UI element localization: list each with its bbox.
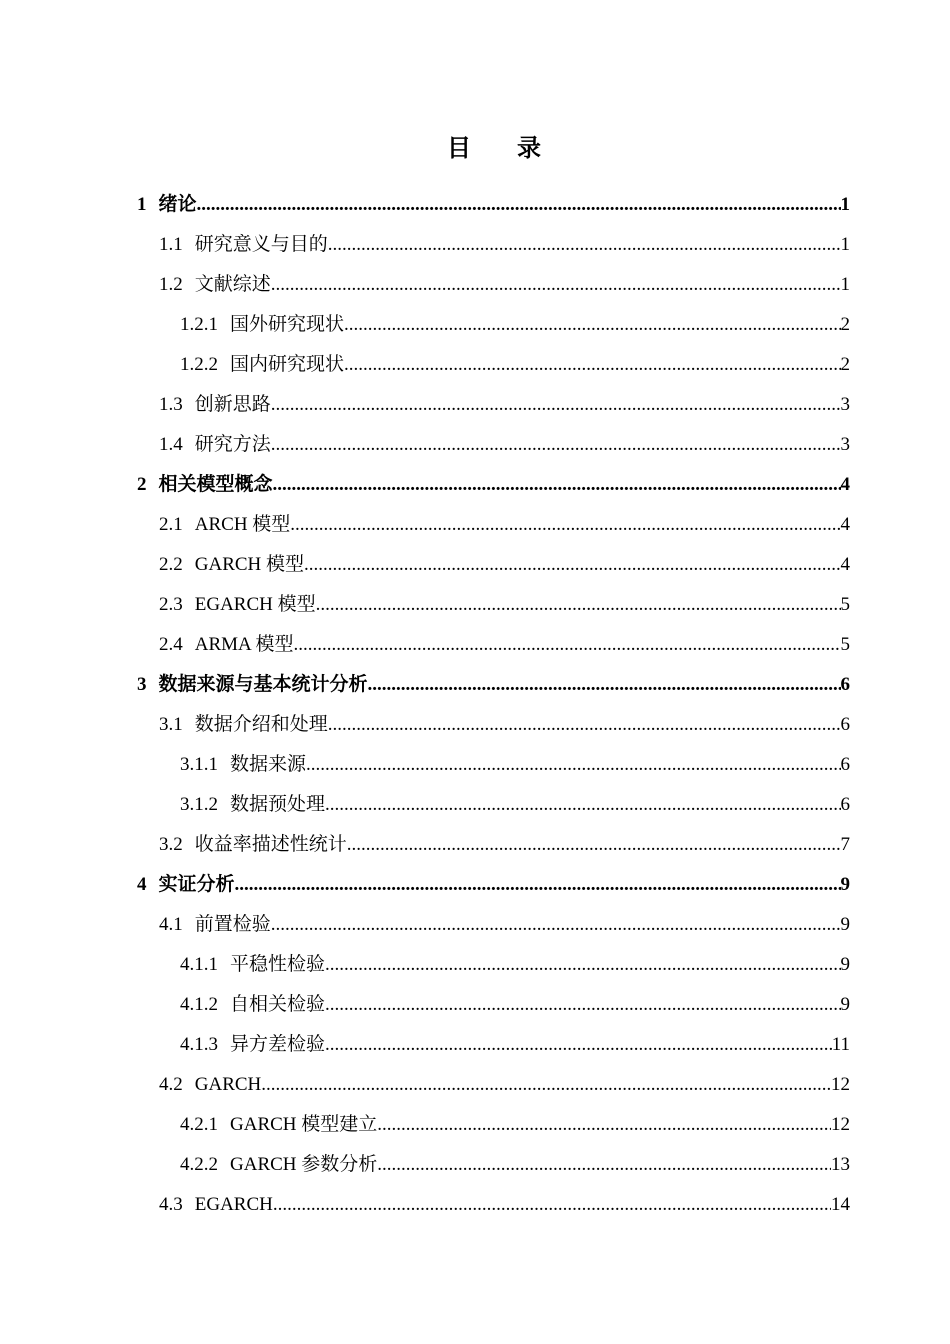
toc-entry-text: 绪论 [158,194,197,215]
toc-entry-number: 4.2.2 [180,1154,218,1175]
toc-entry-page: 12 [831,1074,850,1095]
toc-dot-leader [325,1033,832,1057]
toc-entry-page: 4 [840,514,850,535]
toc-dot-leader [306,753,840,777]
toc-entry-text: 文献综述 [194,274,271,295]
toc-entry-text: 收益率描述性统计 [194,834,347,855]
toc-entry-page: 6 [840,754,850,775]
toc-entry[interactable] [159,425,850,457]
toc-entry-page: 1 [840,194,850,215]
toc-entry[interactable] [180,785,850,817]
toc-entry-number: 1.1 [159,234,183,255]
toc-entry-page: 11 [831,1034,850,1055]
toc-dot-leader [377,1153,831,1177]
toc-entry-text: 国外研究现状 [230,314,345,335]
toc-entry[interactable] [180,1105,850,1137]
toc-entry-page: 5 [840,634,850,655]
toc-entry[interactable] [159,1185,850,1217]
toc-dot-leader [325,993,840,1017]
toc-dot-leader [325,953,840,977]
toc-entry[interactable] [159,705,850,737]
toc-entry-page: 6 [840,794,850,815]
toc-entry-text: 研究方法 [194,434,271,455]
toc-entry[interactable] [180,305,850,337]
toc-entry-number: 4.1.1 [180,954,218,975]
toc-entry-text: GARCH [194,1074,262,1095]
toc-entry-number: 4.3 [159,1194,183,1215]
toc-entry-page: 9 [840,874,850,895]
toc-entry-page: 9 [840,994,850,1015]
toc-dot-leader [261,1073,831,1097]
toc-entry-number: 2.4 [159,634,183,655]
toc-entry-text: EGARCH 模型 [194,594,316,615]
toc-entry-number: 4.1.2 [180,994,218,1015]
toc-entry-number: 1.2.1 [180,314,218,335]
toc-entry[interactable] [159,585,850,617]
toc-entry-text: 相关模型概念 [158,474,273,495]
toc-entry-text: 国内研究现状 [230,354,345,375]
toc-dot-leader [271,273,841,297]
toc-title-left: 目 [447,136,473,162]
toc-entry[interactable] [137,465,850,497]
toc-entry-number: 1 [137,194,147,215]
toc-dot-leader [197,193,841,217]
toc-entry-text: ARMA 模型 [194,634,294,655]
toc-entry-page: 1 [840,274,850,295]
toc-entry-number: 1.3 [159,394,183,415]
toc-entry-number: 2.2 [159,554,183,575]
toc-dot-leader [344,313,840,337]
toc-entry-text: 创新思路 [194,394,271,415]
toc-entry-text: 研究意义与目的 [194,234,328,255]
toc-entry-page: 1 [840,234,850,255]
toc-dot-leader [377,1113,831,1137]
toc-dot-leader [271,393,841,417]
toc-title [0,128,950,163]
toc-entry-number: 2.3 [159,594,183,615]
toc-entry[interactable] [180,1145,850,1177]
toc-dot-leader [273,1193,831,1217]
toc-entry-page: 13 [831,1154,850,1175]
toc-entry-number: 4.1.3 [180,1034,218,1055]
toc-entry-page: 9 [840,954,850,975]
toc-entry[interactable] [159,1065,850,1097]
toc-dot-leader [290,513,840,537]
toc-entry-page: 9 [840,914,850,935]
toc-entry-page: 5 [840,594,850,615]
toc-entry-page: 2 [840,354,850,375]
toc-entry-text: EGARCH [194,1194,273,1215]
toc-entry-page: 6 [840,674,850,695]
toc-entry[interactable] [137,865,850,897]
toc-entry-text: 数据来源 [230,754,307,775]
toc-entry[interactable] [137,665,850,697]
toc-entry-page: 2 [840,314,850,335]
toc-entry-page: 7 [840,834,850,855]
toc-entry-number: 3.1 [159,714,183,735]
toc-entry[interactable] [180,985,850,1017]
toc-entry-number: 2.1 [159,514,183,535]
toc-entry-text: 实证分析 [158,874,235,895]
toc-dot-leader [347,833,841,857]
toc-entry-text: 数据介绍和处理 [194,714,328,735]
toc-entry-number: 4.2 [159,1074,183,1095]
toc-entry[interactable] [159,545,850,577]
toc-dot-leader [328,713,841,737]
toc-entry-page: 3 [840,434,850,455]
toc-dot-leader [271,433,841,457]
toc-title-right: 录 [517,136,543,162]
toc-entry-text: ARCH 模型 [194,514,291,535]
toc-entry[interactable] [180,1025,850,1057]
toc-entry[interactable] [159,385,850,417]
toc-entry-text: 异方差检验 [230,1034,326,1055]
toc-entry-number: 3.2 [159,834,183,855]
toc-entry-text: 数据预处理 [230,794,326,815]
toc-dot-leader [368,673,841,697]
toc-entry[interactable] [159,505,850,537]
toc-dot-leader [344,353,840,377]
toc-entry-number: 1.2 [159,274,183,295]
toc-entry-number: 1.4 [159,434,183,455]
toc-entry[interactable] [180,945,850,977]
toc-entry[interactable] [137,185,850,217]
toc-entry-number: 3.1.2 [180,794,218,815]
toc-entry[interactable] [180,345,850,377]
toc-dot-leader [316,593,841,617]
toc-entry-page: 3 [840,394,850,415]
toc-dot-leader [235,873,841,897]
toc-entry[interactable] [159,825,850,857]
toc-entry-text: GARCH 模型 [194,554,305,575]
toc-entry-text: 数据来源与基本统计分析 [158,674,368,695]
toc-entry-number: 4.2.1 [180,1114,218,1135]
toc-entry[interactable] [159,905,850,937]
toc-entry[interactable] [180,745,850,777]
toc-entry-number: 2 [137,474,147,495]
toc-entry-page: 14 [831,1194,850,1215]
toc-entry-page: 4 [840,554,850,575]
toc-entry-text: 平稳性检验 [230,954,326,975]
toc-entry-text: 前置检验 [194,914,271,935]
toc-entry-page: 12 [831,1114,850,1135]
toc-dot-leader [293,633,840,657]
toc-dot-leader [328,233,841,257]
toc-entry-number: 4 [137,874,147,895]
toc-entry-text: GARCH 模型建立 [230,1114,378,1135]
toc-dot-leader [304,553,840,577]
toc-entry-number: 4.1 [159,914,183,935]
toc-entry-text: GARCH 参数分析 [230,1154,378,1175]
toc-entry-number: 1.2.2 [180,354,218,375]
toc-entry-page: 6 [840,714,850,735]
toc-entry-page: 4 [840,474,850,495]
toc-entry-number: 3.1.1 [180,754,218,775]
toc-entry[interactable] [159,265,850,297]
toc-dot-leader [271,913,841,937]
toc-dot-leader [273,473,841,497]
toc-entry[interactable] [159,225,850,257]
toc-entry-number: 3 [137,674,147,695]
toc-dot-leader [325,793,840,817]
toc-entry-text: 自相关检验 [230,994,326,1015]
toc-entry[interactable] [159,625,850,657]
